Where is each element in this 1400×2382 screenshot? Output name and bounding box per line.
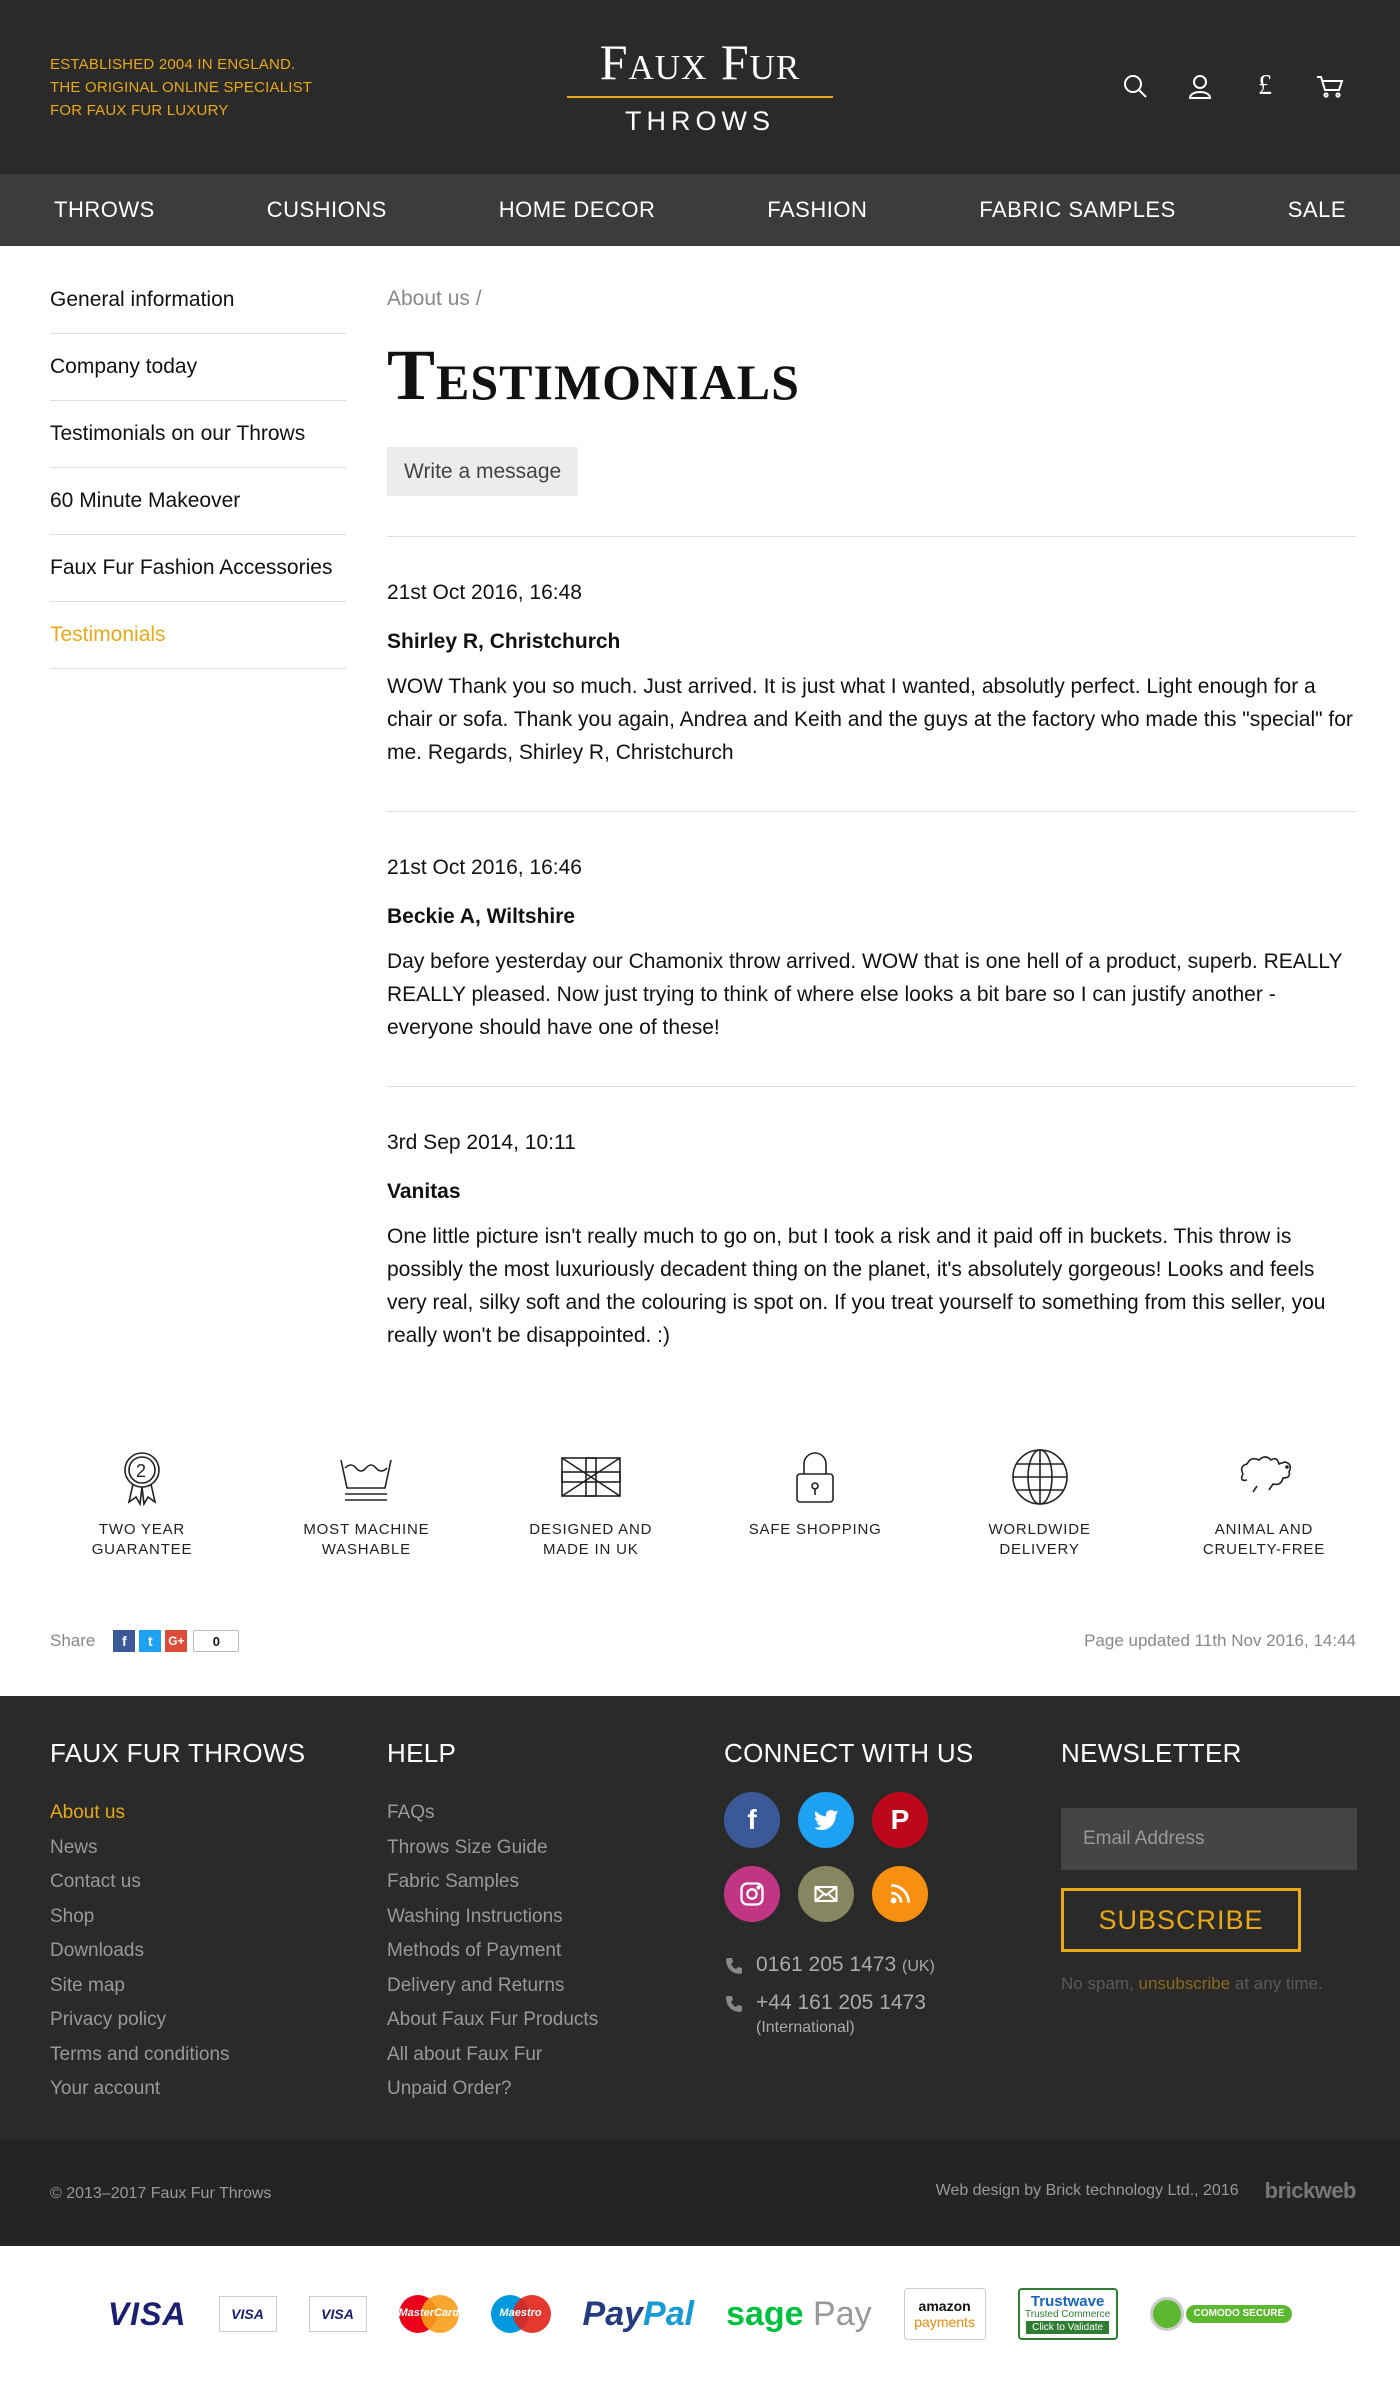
footer-link-faqs[interactable]: FAQs	[387, 1802, 435, 1823]
amazon-text-2: payments	[914, 2314, 975, 2330]
feature-label: ANIMAL AND	[1214, 1521, 1314, 1538]
logo-wordmark: Faux Fur	[599, 34, 801, 90]
phone-intl-suffix: (International)	[756, 2019, 855, 2036]
phone-uk-suffix: (UK)	[901, 1958, 935, 1975]
svg-text:2: 2	[136, 1461, 147, 1481]
nospam-text: at any time.	[1230, 1974, 1323, 1993]
footer-link-about-products[interactable]: About Faux Fur Products	[387, 2009, 599, 2030]
feature-label: TWO YEAR	[98, 1521, 186, 1538]
feature-label: WORLDWIDE	[988, 1521, 1091, 1538]
amazon-text-1: amazon	[918, 2298, 971, 2314]
phone-icon	[724, 1994, 744, 2014]
guarantee-rosette-icon	[111, 1446, 173, 1508]
paypal-logo	[583, 2295, 695, 2334]
sidebar	[50, 270, 346, 669]
visa-logo: VISA	[107, 2295, 187, 2332]
copyright: © 2013–2017 Faux Fur Throws	[50, 2185, 272, 2202]
nav-sale[interactable]: SALE	[1287, 197, 1346, 222]
main-nav	[0, 174, 1400, 246]
nospam-text: No spam,	[1061, 1974, 1139, 1993]
testimonial-author: Vanitas	[387, 1180, 461, 1203]
footer-col-connect	[724, 1738, 974, 2044]
paypal-text-2: Pal	[643, 2294, 695, 2333]
feature-label: MOST MACHINE	[303, 1521, 430, 1538]
share-twitter-icon[interactable]: t	[139, 1630, 161, 1652]
page-title: Testimonials	[387, 335, 800, 415]
footer-link-unpaid-order[interactable]: Unpaid Order?	[387, 2078, 512, 2099]
union-jack-icon	[560, 1446, 622, 1508]
feature-label: MADE IN UK	[543, 1541, 639, 1558]
footer-link-site-map[interactable]: Site map	[50, 1974, 125, 1996]
footer-link-size-guide[interactable]: Throws Size Guide	[387, 1836, 548, 1858]
trustwave-badge[interactable]	[1018, 2288, 1118, 2340]
paypal-text-1: Pay	[582, 2294, 644, 2333]
nav-throws[interactable]: THROWS	[54, 197, 155, 222]
footer-heading: FAUX FUR THROWS	[50, 1738, 306, 1768]
testimonial-entry	[387, 536, 1356, 811]
sidebar-item-testimonials-throws[interactable]: Testimonials on our Throws	[50, 401, 346, 468]
footer-col-company	[50, 1738, 305, 2107]
nav-cushions[interactable]: CUSHIONS	[266, 197, 387, 222]
testimonial-date: 21st Oct 2016, 16:46	[387, 856, 582, 879]
currency-pound-icon[interactable]: £	[1258, 70, 1272, 101]
comodo-lock-icon	[1150, 2297, 1184, 2331]
subscribe-button[interactable]: SUBSCRIBE	[1061, 1888, 1301, 1952]
feature-strip	[50, 1446, 1356, 1560]
testimonial-text: Day before yesterday our Chamonix throw arrived. WOW that is one hell of a product, superb. REALLY REALLY pleased. Now just trying to think of where else looks a bit bare so I can justify another - everyone should have one of these!	[387, 950, 1343, 1039]
sidebar-item-general-information[interactable]: General information	[50, 270, 346, 334]
feature-label: GUARANTEE	[91, 1541, 193, 1558]
washing-icon	[335, 1446, 397, 1508]
breadcrumb-about-us[interactable]: About us /	[387, 287, 482, 310]
rss-icon[interactable]	[872, 1866, 928, 1922]
facebook-icon[interactable]: f	[724, 1792, 780, 1848]
footer-link-your-account[interactable]: Your account	[50, 2078, 161, 2099]
testimonial-entry	[387, 811, 1356, 1086]
footer-links	[387, 1796, 598, 2107]
sidebar-item-fashion-accessories[interactable]: Faux Fur Fashion Accessories	[50, 535, 346, 602]
search-icon[interactable]	[1119, 70, 1151, 102]
feature-made-in-uk	[499, 1446, 683, 1560]
footer-link-downloads[interactable]: Downloads	[50, 1940, 144, 1961]
phone-international[interactable]	[724, 1988, 974, 2038]
trustwave-text-3: Click to Validate	[1026, 2321, 1109, 2334]
feature-label: SAFE SHOPPING	[748, 1521, 882, 1538]
payment-methods	[0, 2246, 1400, 2382]
nav-home-decor[interactable]: HOME DECOR	[498, 197, 656, 222]
testimonial-date: 21st Oct 2016, 16:48	[387, 581, 582, 604]
feature-cruelty-free	[1172, 1446, 1356, 1560]
testimonial-text: One little picture isn't really much to go on, but I took a risk and it paid off in buckets. This throw is possibly the most luxuriously decadent thing on the planet, it's absolutely gorgeous! Looks and feels very real, silky soft and the colouring is spot on. If you treat yourself to something from this seller, you really won't be disappointed. :)	[387, 1225, 1326, 1347]
site-logo[interactable]	[560, 34, 840, 136]
sagepay-logo	[726, 2295, 872, 2334]
breadcrumb	[387, 270, 1356, 315]
testimonial-text: WOW Thank you so much. Just arrived. It is just what I wanted, absolutly perfect. Light enough for a chair or sofa. Thank you again, Andrea and Keith and the guys at the factory who made this "special" for me. Regards, Shirley R, Christchurch	[387, 675, 1353, 764]
logo-divider	[567, 96, 833, 98]
padlock-icon	[784, 1446, 846, 1508]
account-icon[interactable]	[1184, 70, 1216, 102]
share-label: Share	[50, 1631, 96, 1650]
sage-text-1: sage	[726, 2294, 804, 2333]
visa-electron-logo	[309, 2296, 367, 2332]
nav-fashion[interactable]: FASHION	[767, 197, 868, 222]
unsubscribe-link[interactable]: unsubscribe	[1138, 1974, 1231, 1993]
testimonial-entry	[387, 1086, 1356, 1352]
visa-debit-logo	[219, 2296, 277, 2332]
footer-heading: HELP	[387, 1738, 457, 1768]
phone-icon	[724, 1956, 744, 1976]
testimonial-author: Shirley R, Christchurch	[387, 630, 621, 653]
trustwave-text-2: Trusted Commerce	[1025, 2308, 1111, 2320]
share-facebook-icon[interactable]: f	[113, 1630, 135, 1652]
sage-text-2: Pay	[813, 2294, 872, 2333]
design-credit-link[interactable]: Web design by Brick technology Ltd., 2016	[935, 2182, 1239, 2199]
design-credit	[936, 2178, 1356, 2204]
twitter-icon[interactable]	[798, 1792, 854, 1848]
footer-links	[50, 1796, 305, 2107]
header-tagline	[50, 53, 350, 122]
footer-link-shop[interactable]: Shop	[50, 1905, 95, 1927]
footer-col-newsletter	[1061, 1738, 1400, 1998]
sidebar-item-testimonials[interactable]: Testimonials	[50, 602, 346, 669]
bottom-bar	[0, 2140, 1400, 2246]
testimonial-list	[387, 536, 1356, 1352]
feature-label: DESIGNED AND	[529, 1521, 653, 1538]
footer-link-about-us[interactable]: About us	[50, 1802, 125, 1823]
header-actions	[1119, 70, 1346, 102]
feature-label: DELIVERY	[999, 1541, 1080, 1558]
site-header	[0, 0, 1400, 174]
footer-link-news[interactable]: News	[50, 1836, 98, 1858]
feature-safe-shopping	[723, 1446, 907, 1560]
logo-subtitle: THROWS	[625, 106, 775, 136]
phone-uk-number: 0161 205 1473	[756, 1953, 897, 1976]
page-updated: Page updated 11th Nov 2016, 14:44	[1084, 1631, 1356, 1650]
footer-col-help	[387, 1738, 598, 2107]
sidebar-item-60-minute-makeover[interactable]: 60 Minute Makeover	[50, 468, 346, 535]
mastercard-text: MasterCard	[398, 2307, 460, 2319]
footer-heading: CONNECT WITH US	[724, 1738, 974, 1768]
testimonial-author: Beckie A, Wiltshire	[387, 905, 576, 928]
share-count: 0	[193, 1630, 239, 1652]
cart-icon[interactable]	[1314, 70, 1346, 102]
visa-debit-text: VISA	[231, 2306, 264, 2322]
footer-link-delivery-returns[interactable]: Delivery and Returns	[387, 1974, 565, 1996]
site-footer	[0, 1696, 1400, 2140]
maestro-logo	[491, 2295, 551, 2333]
sidebar-item-company-today[interactable]: Company today	[50, 334, 346, 401]
share-buttons	[50, 1630, 239, 1652]
amazon-payments-logo	[904, 2288, 986, 2340]
write-message-button[interactable]: Write a message	[387, 447, 578, 496]
nav-fabric-samples[interactable]: FABRIC SAMPLES	[979, 197, 1176, 222]
share-row	[50, 1628, 1356, 1654]
email-icon[interactable]	[798, 1866, 854, 1922]
phone-uk[interactable]	[724, 1950, 974, 1982]
tagline-line: ESTABLISHED 2004 IN ENGLAND.	[50, 56, 296, 73]
visa-electron-text: VISA	[321, 2306, 354, 2322]
phone-intl-number: +44 161 205 1473	[756, 1991, 926, 2014]
maestro-text: Maestro	[499, 2307, 542, 2319]
feature-washable	[274, 1446, 458, 1560]
tagline-line: FOR FAUX FUR LUXURY	[50, 102, 229, 119]
globe-icon	[1009, 1446, 1071, 1508]
comodo-text: COMODO SECURE	[1186, 2305, 1293, 2323]
trustwave-text-1: Trustwave	[1030, 2292, 1105, 2310]
footer-link-terms[interactable]: Terms and conditions	[50, 2043, 230, 2065]
footer-link-privacy-policy[interactable]: Privacy policy	[50, 2009, 167, 2030]
contact-phones	[724, 1950, 974, 2038]
feature-guarantee	[50, 1446, 234, 1560]
feature-label: WASHABLE	[321, 1541, 411, 1558]
comodo-secure-badge	[1150, 2297, 1293, 2331]
main-content	[387, 270, 1356, 1352]
pinterest-icon[interactable]: P	[872, 1792, 928, 1848]
share-googleplus-icon[interactable]: G+	[165, 1630, 187, 1652]
brickweb-logo[interactable]: brickweb	[1264, 2178, 1356, 2203]
testimonial-date: 3rd Sep 2014, 10:11	[387, 1131, 576, 1154]
feature-label: CRUELTY-FREE	[1202, 1541, 1326, 1558]
newsletter-note	[1061, 1970, 1361, 1998]
mastercard-logo	[399, 2295, 459, 2333]
sheep-icon	[1233, 1446, 1295, 1508]
footer-link-methods-of-payment[interactable]: Methods of Payment	[387, 1940, 562, 1961]
newsletter-email-input[interactable]	[1061, 1808, 1357, 1870]
social-links	[724, 1792, 974, 1922]
footer-link-fabric-samples[interactable]: Fabric Samples	[387, 1871, 519, 1892]
footer-link-contact-us[interactable]: Contact us	[50, 1871, 141, 1892]
instagram-icon[interactable]	[724, 1866, 780, 1922]
footer-link-washing-instructions[interactable]: Washing Instructions	[387, 1905, 563, 1927]
footer-heading: NEWSLETTER	[1061, 1738, 1242, 1768]
tagline-line: THE ORIGINAL ONLINE SPECIALIST	[50, 79, 313, 96]
footer-link-about-faux-fur[interactable]: All about Faux Fur	[387, 2043, 543, 2065]
feature-worldwide-delivery	[948, 1446, 1132, 1560]
